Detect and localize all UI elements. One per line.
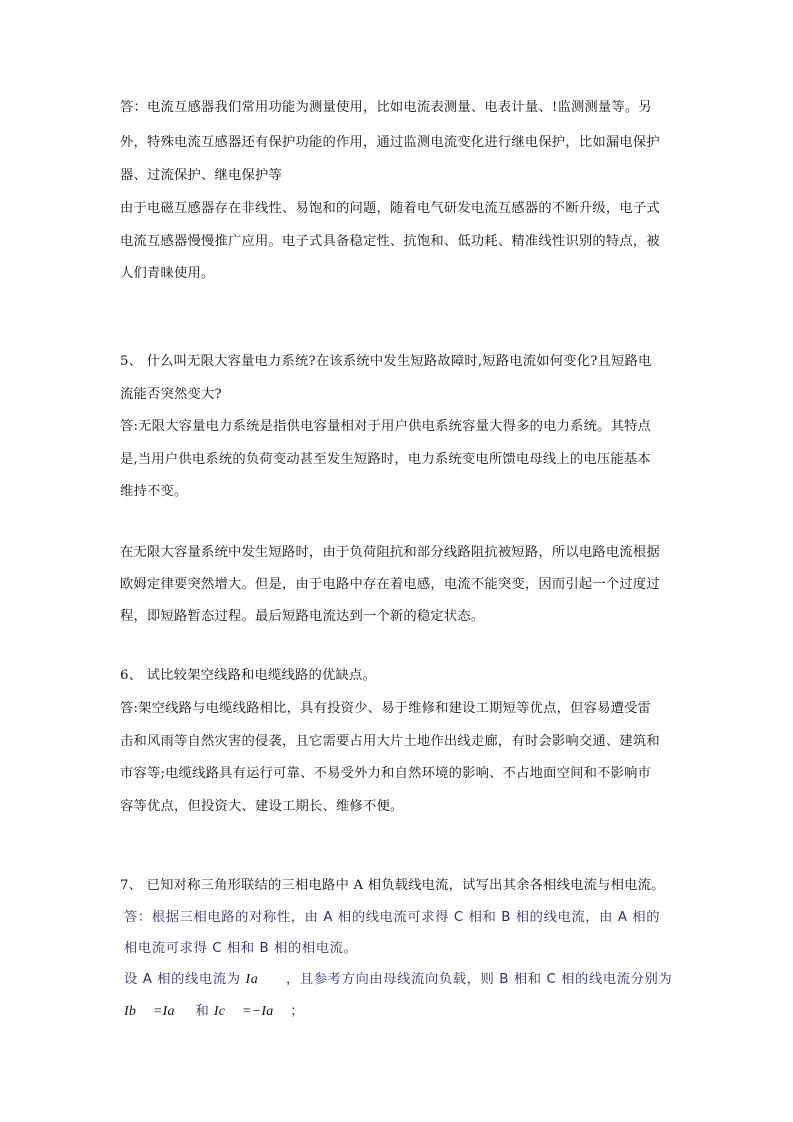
answer-5-line: 答:无限大容量电力系统是指供电容量相对于用户供电系统容量大得多的电力系统。其特点 [120, 419, 652, 434]
text-line: 外，特殊电流互感器还有保护功能的作用，通过监测电流变化进行继电保护，比如漏电保护 [120, 135, 660, 150]
answer-6-line: 击和风雨等自然灾害的侵袭，且它需要占用大片土地作出线走廊，有时会影响交通、建筑和 [120, 734, 660, 749]
answer-7-line: 答：根据三相电路的对称性，由 A 相的线电流可求得 C 相和 B 相的线电流，由 A 相的 [124, 910, 661, 925]
text-line: 由于电磁互感器存在非线性、易饱和的问题，随着电气研发电流互感器的不断升级，电子式 [120, 201, 660, 216]
text-line: 器、过流保护、继电保护等 [120, 168, 282, 183]
text-line: 人们青睐使用。 [120, 266, 215, 281]
variable-ib: Ib [124, 1004, 137, 1019]
question-7-line: 7、 已知对称三角形联结的三相电路中 A 相负载线电流，试写出其余各相线电流与相电流。 [120, 878, 665, 893]
formula-and: 和 [195, 1004, 210, 1019]
answer-7-line [124, 968, 684, 988]
answer-6-line: 答:架空线路与电缆线路相比，具有投资少、易于维修和建设工期短等优点，但容易遭受雷 [120, 701, 652, 716]
variable-ic: Ic [213, 1004, 226, 1019]
question-5-line: 流能否突然变大? [120, 387, 222, 402]
text-line: 欧姆定律要突然增大。但是，由于电路中存在着电感，电流不能突变，因而引起一个过度过 [120, 577, 660, 592]
answer-6-line: 市容等;电缆线路具有运行可靠、不易受外力和自然环境的影响、不占地面空间和不影响市 [120, 766, 652, 781]
formula-ic-value: =−Ia [242, 1004, 274, 1019]
text-line: 答：电流互感器我们常用功能为测量使用，比如电流表测量、电表计量、!监测测量等。另 [120, 100, 652, 115]
formula-ib-value: =Ia [152, 1004, 175, 1019]
text-line: 电流互感器慢慢推广应用。电子式具备稳定性、抗饱和、低功耗、精准线性识别的特点，被 [120, 234, 660, 249]
answer-7-text: ，且参考方向由母线流向负载，则 B 相和 C 相的线电流分别为 [286, 972, 673, 987]
variable-ia: Ia [245, 972, 259, 987]
question-6-line: 6、 试比较架空线路和电缆线路的优缺点。 [120, 668, 377, 683]
answer-7-line: 相电流可求得 C 相和 B 相的相电流。 [124, 941, 358, 956]
answer-6-line: 容等优点，但投资大、建设工期长、维修不便。 [120, 799, 404, 814]
answer-7-text: 设 A 相的线电流为 [124, 972, 241, 987]
formula-end: ； [290, 1004, 305, 1019]
text-line: 程，即短路暂态过程。最后短路电流达到一个新的稳定状态。 [120, 609, 485, 624]
formula-line [124, 1000, 684, 1020]
question-5-line: 5、 什么叫无限大容量电力系统?在该系统中发生短路故障时,短路电流如何变化?且短路电 [120, 354, 652, 369]
answer-5-line: 维持不变。 [120, 484, 188, 499]
answer-5-line: 是,当用户供电系统的负荷变动甚至发生短路时，电力系统变电所馈电母线上的电压能基本 [120, 452, 651, 467]
text-line: 在无限大容量系统中发生短路时，由于负荷阻抗和部分线路阻抗被短路，所以电路电流根据 [120, 545, 660, 560]
